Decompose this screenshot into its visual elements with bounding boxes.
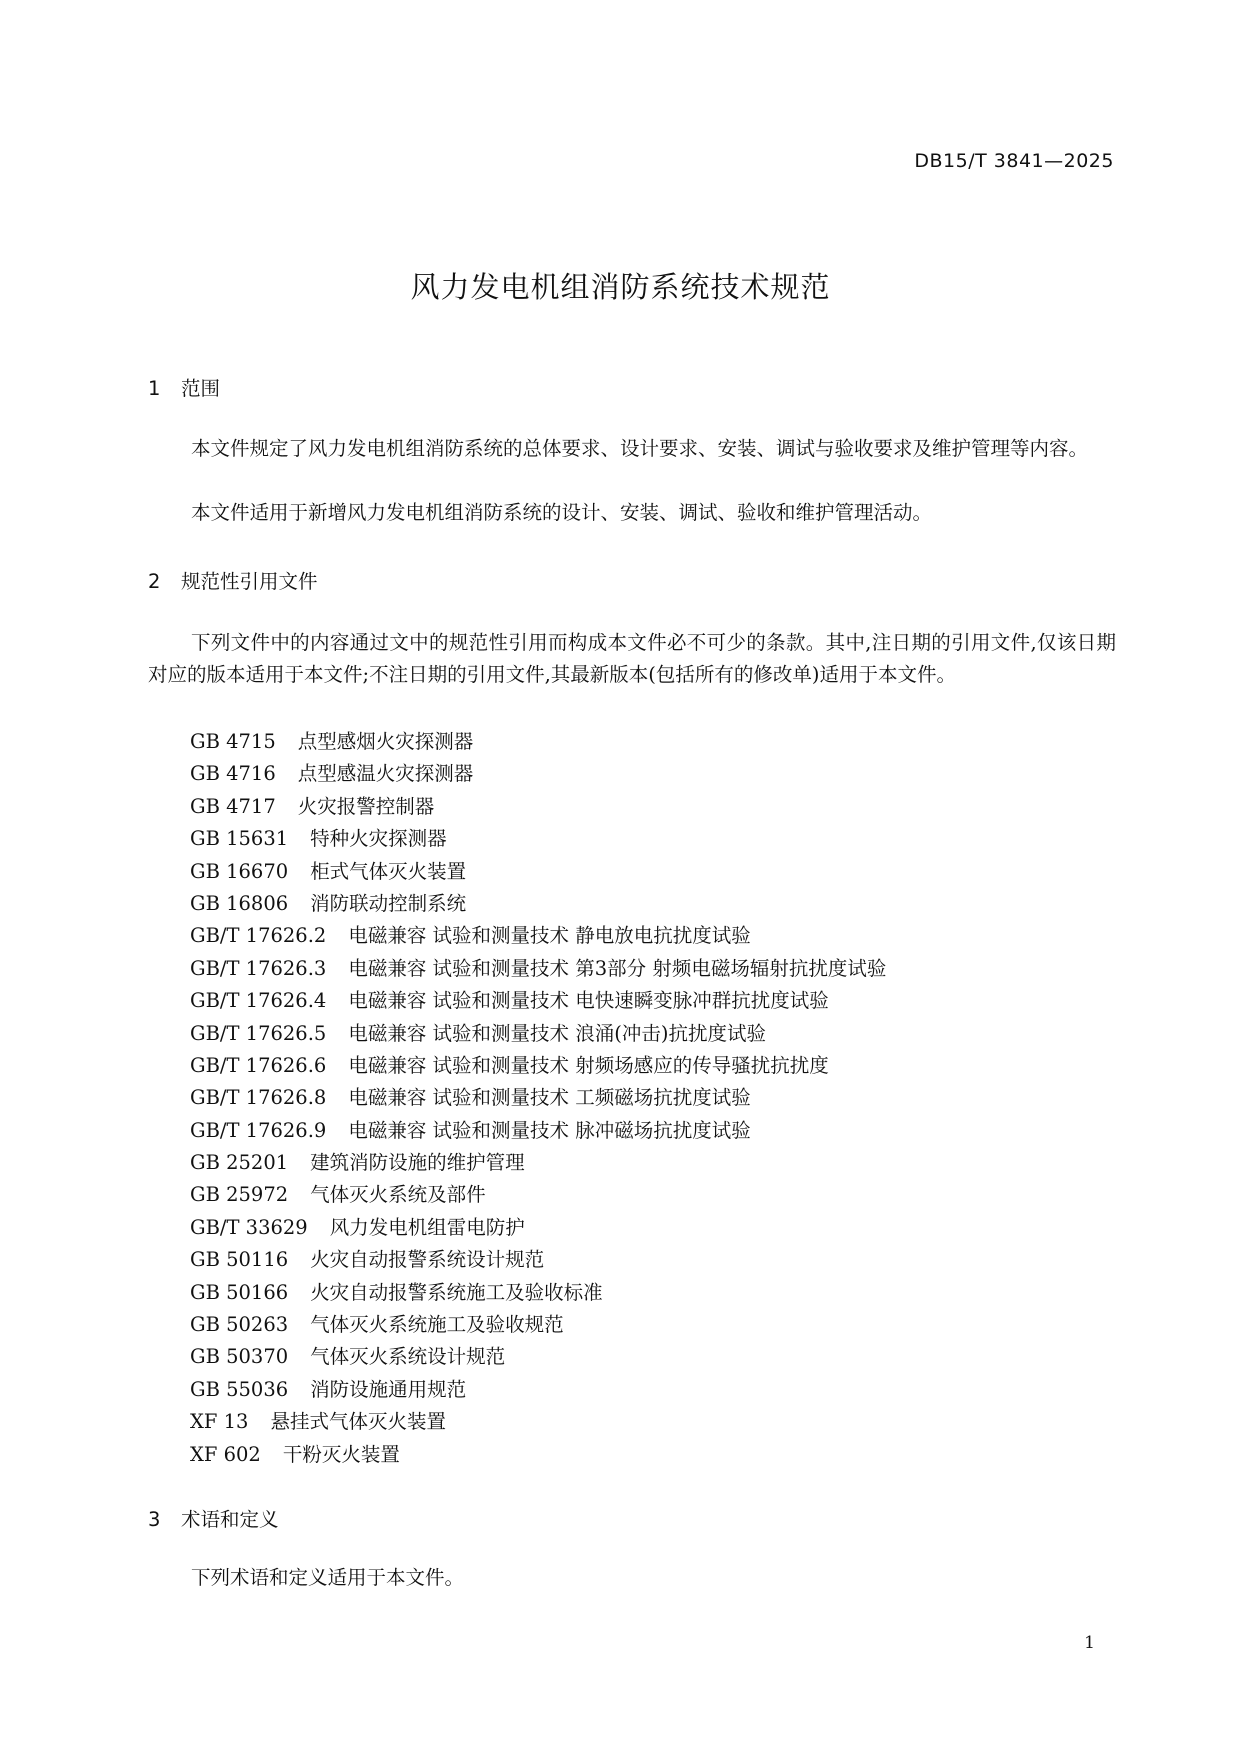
document-code: DB15/T 3841—2025 xyxy=(914,150,1114,172)
reference-item xyxy=(190,726,886,758)
reference-code: GB/T 17626.8 xyxy=(190,1086,327,1110)
reference-name: 电磁兼容 试验和测量技术 射频场感应的传导骚扰抗扰度 xyxy=(348,1053,829,1077)
reference-item xyxy=(190,1018,886,1050)
reference-code: GB/T 17626.4 xyxy=(190,989,327,1013)
reference-item xyxy=(190,1050,886,1082)
reference-code: GB 50263 xyxy=(190,1313,289,1337)
reference-name: 特种火灾探测器 xyxy=(310,827,447,851)
reference-code: GB 4716 xyxy=(190,762,276,786)
reference-code: GB 50116 xyxy=(190,1248,289,1272)
reference-item xyxy=(190,1439,886,1471)
reference-code: GB 16806 xyxy=(190,891,289,915)
reference-name: 消防联动控制系统 xyxy=(310,891,467,915)
reference-name: 电磁兼容 试验和测量技术 工频磁场抗扰度试验 xyxy=(348,1086,751,1110)
reference-item xyxy=(190,1147,886,1179)
reference-code: GB 55036 xyxy=(190,1377,289,1401)
reference-code: GB/T 17626.6 xyxy=(190,1053,327,1077)
reference-name: 电磁兼容 试验和测量技术 第3部分 射频电磁场辐射抗扰度试验 xyxy=(348,956,887,980)
reference-item xyxy=(190,823,886,855)
reference-list xyxy=(190,726,886,1471)
reference-item xyxy=(190,1406,886,1438)
reference-code: GB/T 17626.2 xyxy=(190,924,327,948)
section-1-heading xyxy=(148,373,220,401)
reference-code: GB 50370 xyxy=(190,1345,289,1369)
reference-item xyxy=(190,1082,886,1114)
reference-name: 气体灭火系统施工及验收规范 xyxy=(310,1313,564,1337)
reference-item xyxy=(190,985,886,1017)
section-number: 2 xyxy=(148,570,161,593)
reference-item xyxy=(190,1309,886,1341)
reference-item xyxy=(190,1179,886,1211)
reference-code: GB/T 17626.3 xyxy=(190,956,327,980)
reference-item xyxy=(190,953,886,985)
reference-item xyxy=(190,856,886,888)
page-number: 1 xyxy=(1084,1633,1095,1653)
reference-name: 火灾自动报警系统施工及验收标准 xyxy=(310,1280,603,1304)
reference-item xyxy=(190,791,886,823)
reference-name: 电磁兼容 试验和测量技术 浪涌(冲击)抗扰度试验 xyxy=(348,1021,766,1045)
reference-code: GB 25201 xyxy=(190,1151,289,1175)
section-3-heading xyxy=(148,1504,279,1532)
reference-item xyxy=(190,1212,886,1244)
document-title: 风力发电机组消防系统技术规范 xyxy=(410,270,831,304)
reference-name: 气体灭火系统及部件 xyxy=(310,1183,486,1207)
reference-code: GB 15631 xyxy=(190,827,289,851)
terms-paragraph: 下列术语和定义适用于本文件。 xyxy=(191,1566,465,1589)
reference-name: 电磁兼容 试验和测量技术 脉冲磁场抗扰度试验 xyxy=(348,1118,751,1142)
reference-name: 火灾自动报警系统设计规范 xyxy=(310,1248,545,1272)
reference-name: 消防设施通用规范 xyxy=(310,1377,467,1401)
reference-code: GB/T 17626.5 xyxy=(190,1021,327,1045)
reference-item xyxy=(190,1374,886,1406)
reference-item xyxy=(190,920,886,952)
reference-name: 气体灭火系统设计规范 xyxy=(310,1345,506,1369)
reference-name: 电磁兼容 试验和测量技术 静电放电抗扰度试验 xyxy=(348,924,751,948)
reference-name: 点型感烟火灾探测器 xyxy=(297,730,474,753)
reference-name: 点型感温火灾探测器 xyxy=(297,762,474,786)
section-number: 3 xyxy=(148,1508,161,1531)
reference-item xyxy=(190,1115,886,1147)
reference-code: GB 16670 xyxy=(190,859,289,883)
reference-item xyxy=(190,1277,886,1309)
section-title: 规范性引用文件 xyxy=(181,570,318,593)
section-title: 术语和定义 xyxy=(181,1508,279,1531)
reference-item xyxy=(190,758,886,790)
reference-name: 悬挂式气体灭火装置 xyxy=(270,1410,446,1434)
reference-item xyxy=(190,1244,886,1276)
reference-name: 电磁兼容 试验和测量技术 电快速瞬变脉冲群抗扰度试验 xyxy=(348,989,829,1013)
reference-code: GB/T 33629 xyxy=(190,1215,308,1239)
section-title: 范围 xyxy=(181,377,221,400)
reference-item xyxy=(190,1341,886,1373)
normative-references-paragraph: 下列文件中的内容通过文中的规范性引用而构成本文件必不可少的条款。其中,注日期的引用文件,仅该日期对应的版本适用于本文件;不注日期的引用文件,其最新版本(包括所有的修改单)适用于本文件。 xyxy=(148,631,1116,686)
reference-code: GB 50166 xyxy=(190,1280,289,1304)
scope-paragraph-2: 本文件适用于新增风力发电机组消防系统的设计、安装、调试、验收和维护管理活动。 xyxy=(191,501,933,524)
reference-name: 建筑消防设施的维护管理 xyxy=(310,1151,525,1175)
reference-code: XF 13 xyxy=(190,1410,249,1434)
section-number: 1 xyxy=(148,377,161,400)
reference-code: GB/T 17626.9 xyxy=(190,1118,327,1142)
reference-code: XF 602 xyxy=(190,1442,261,1466)
scope-paragraph-1: 本文件规定了风力发电机组消防系统的总体要求、设计要求、安装、调试与验收要求及维护管理等内容。 xyxy=(191,437,1089,460)
section-2-heading xyxy=(148,566,318,594)
reference-name: 风力发电机组雷电防护 xyxy=(329,1215,525,1239)
reference-name: 火灾报警控制器 xyxy=(297,794,435,818)
reference-code: GB 4715 xyxy=(190,730,276,753)
reference-item xyxy=(190,888,886,920)
reference-name: 干粉灭火装置 xyxy=(282,1442,400,1466)
reference-code: GB 25972 xyxy=(190,1183,289,1207)
reference-code: GB 4717 xyxy=(190,794,276,818)
reference-name: 柜式气体灭火装置 xyxy=(310,859,467,883)
